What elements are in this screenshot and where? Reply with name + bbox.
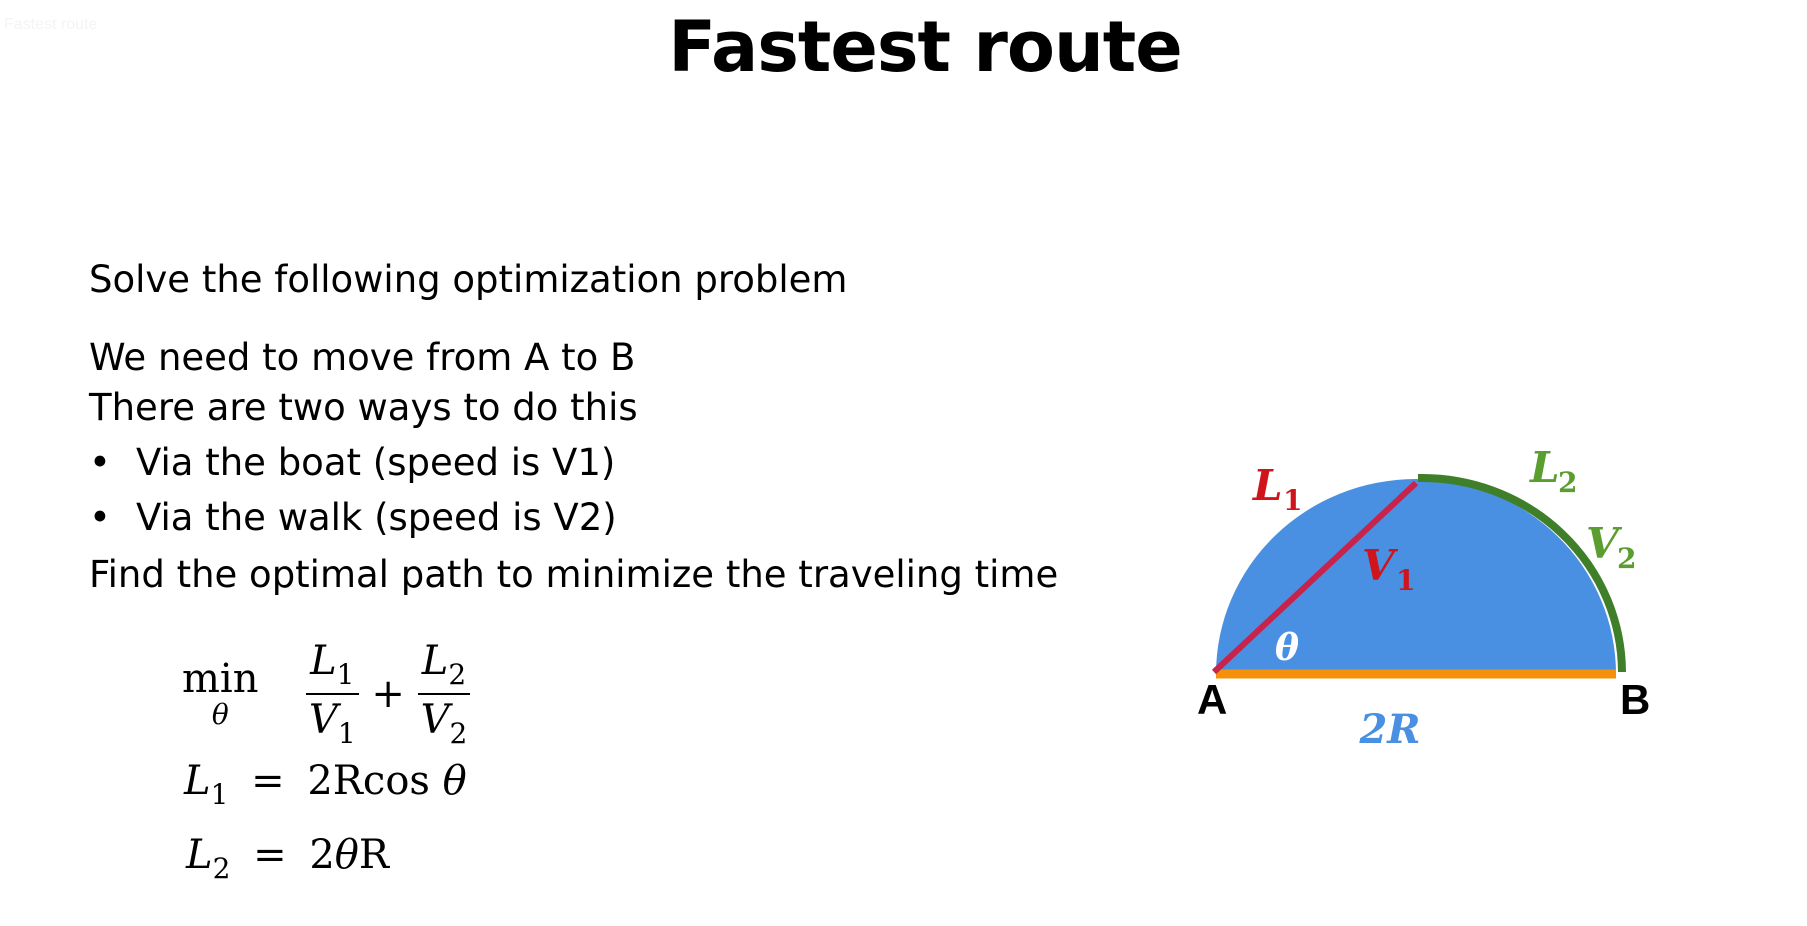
min-variable: θ [211, 698, 229, 731]
equation-l1: $L_1 = 2Rcos$ θ [184, 758, 467, 811]
angle-label: θ [1275, 627, 1300, 669]
bullet-icon: • [89, 496, 111, 539]
svg-text:1: 1 [1396, 564, 1416, 597]
point-a-label: A [1197, 676, 1228, 723]
text-line-2: There are two ways to do this [89, 386, 638, 429]
svg-text:V: V [1586, 519, 1619, 568]
slide-tag: Fastest route [4, 16, 98, 33]
arc-length-label [1529, 443, 1577, 499]
svg-text:1: 1 [1283, 484, 1303, 517]
bullet-text: Via the walk (speed is V2) [136, 496, 617, 539]
point-b-label: B [1620, 676, 1651, 723]
page-title: Fastest route [668, 6, 1182, 88]
diameter-label: 2R [1359, 706, 1421, 753]
equation-l2: $L_2 = 2\theta R$ [186, 832, 390, 885]
min-label: min [182, 656, 259, 702]
svg-text:L: L [1530, 443, 1560, 492]
fraction-l2-v2: $\frac{L_2}{V_2}$ [418, 638, 471, 750]
chord-length-label [1252, 461, 1302, 517]
svg-text:L: L [1253, 461, 1283, 510]
svg-text:V: V [1362, 541, 1395, 590]
svg-text:2: 2 [1617, 542, 1637, 575]
text-line-1: We need to move from A to B [89, 336, 636, 379]
bullet-icon: • [89, 441, 111, 484]
intro-text: Solve the following optimization problem [89, 258, 848, 301]
bullet-text: Via the boat (speed is V1) [136, 441, 616, 484]
goal-text: Find the optimal path to minimize the traveling time [89, 553, 1059, 596]
fraction-l1-v1: $\frac{L_1}{V_1}$ [306, 638, 359, 750]
svg-text:2: 2 [1558, 466, 1578, 499]
plus-sign: + [371, 671, 405, 717]
arc-speed-label [1586, 519, 1636, 575]
